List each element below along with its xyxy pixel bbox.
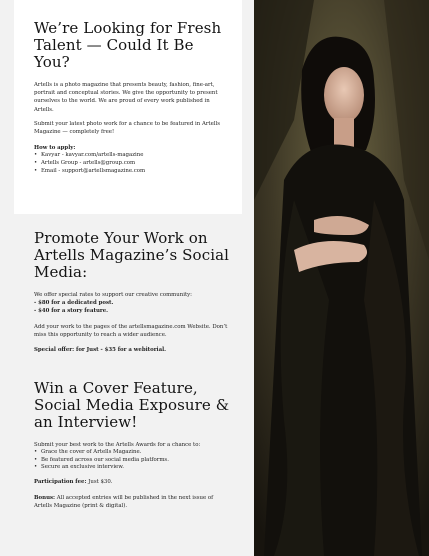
participation-fee: [34, 478, 230, 486]
awards-item-interview: • Secure an exclusive interview.: [34, 464, 230, 472]
awards-list: [34, 449, 230, 472]
portrait-illustration: [254, 0, 429, 556]
intro-paragraph: Artells is a photo magazine that presents beauty, fashion, fine-art, portrait and conceptual stories. We give the opportunity to present ourselves to the world. We are proud of every work published in Artells.: [34, 82, 218, 113]
social-media-section: [14, 214, 242, 364]
rate-story-feature: - $40 for a story feature.: [34, 308, 109, 315]
portrait-photo: [254, 0, 429, 556]
submit-paragraph: Submit your latest photo work for a chance to be featured in Artells Magazine — completely free!: [34, 120, 220, 136]
special-offer: Special offer: for Just - $35 for a webitorial.: [34, 347, 167, 354]
rates-intro: We offer special rates to support our creative community:: [34, 292, 192, 298]
apply-item-kavyar[interactable]: • Kavyar - kavyar.com/artells-magazine: [34, 152, 230, 160]
awards-intro: Submit your best work to the Artells Awards for a chance to:: [34, 442, 201, 448]
bonus-value: All accepted entries will be published in the next issue of Artells Magazine (print & digital).: [34, 495, 214, 510]
awards-item-cover: • Grace the cover of Artells Magazine.: [34, 449, 230, 457]
cover-feature-section: [14, 364, 242, 556]
how-to-apply-label: How to apply:: [34, 145, 76, 152]
apply-item-email[interactable]: • Email - support@artellsmagazine.com: [34, 168, 230, 176]
cover-feature-heading: Win a Cover Feature, Social Media Exposure & an Interview!: [34, 379, 230, 431]
website-paragraph: Add your work to the pages of the artellsmagazine.com Website. Don’t miss this opportunity to reach a wider audience.: [34, 323, 228, 338]
fresh-talent-heading: We’re Looking for Fresh Talent — Could It Be You?: [34, 19, 222, 71]
fresh-talent-section: [14, 0, 242, 214]
apply-list: [34, 152, 230, 175]
awards-item-social: • Be featured across our social media platforms.: [34, 457, 230, 465]
bonus-label: Bonus:: [34, 495, 56, 502]
fee-value: Just $30.: [86, 478, 113, 485]
fee-label: Participation fee:: [34, 478, 87, 485]
rate-dedicated-post: - $80 for a dedicated post.: [34, 300, 114, 307]
apply-item-group[interactable]: • Artells Group - artells@group.com: [34, 160, 230, 168]
social-media-heading: Promote Your Work on Artells Magazine’s Social Media:: [34, 229, 230, 281]
bonus-paragraph: [34, 494, 230, 510]
